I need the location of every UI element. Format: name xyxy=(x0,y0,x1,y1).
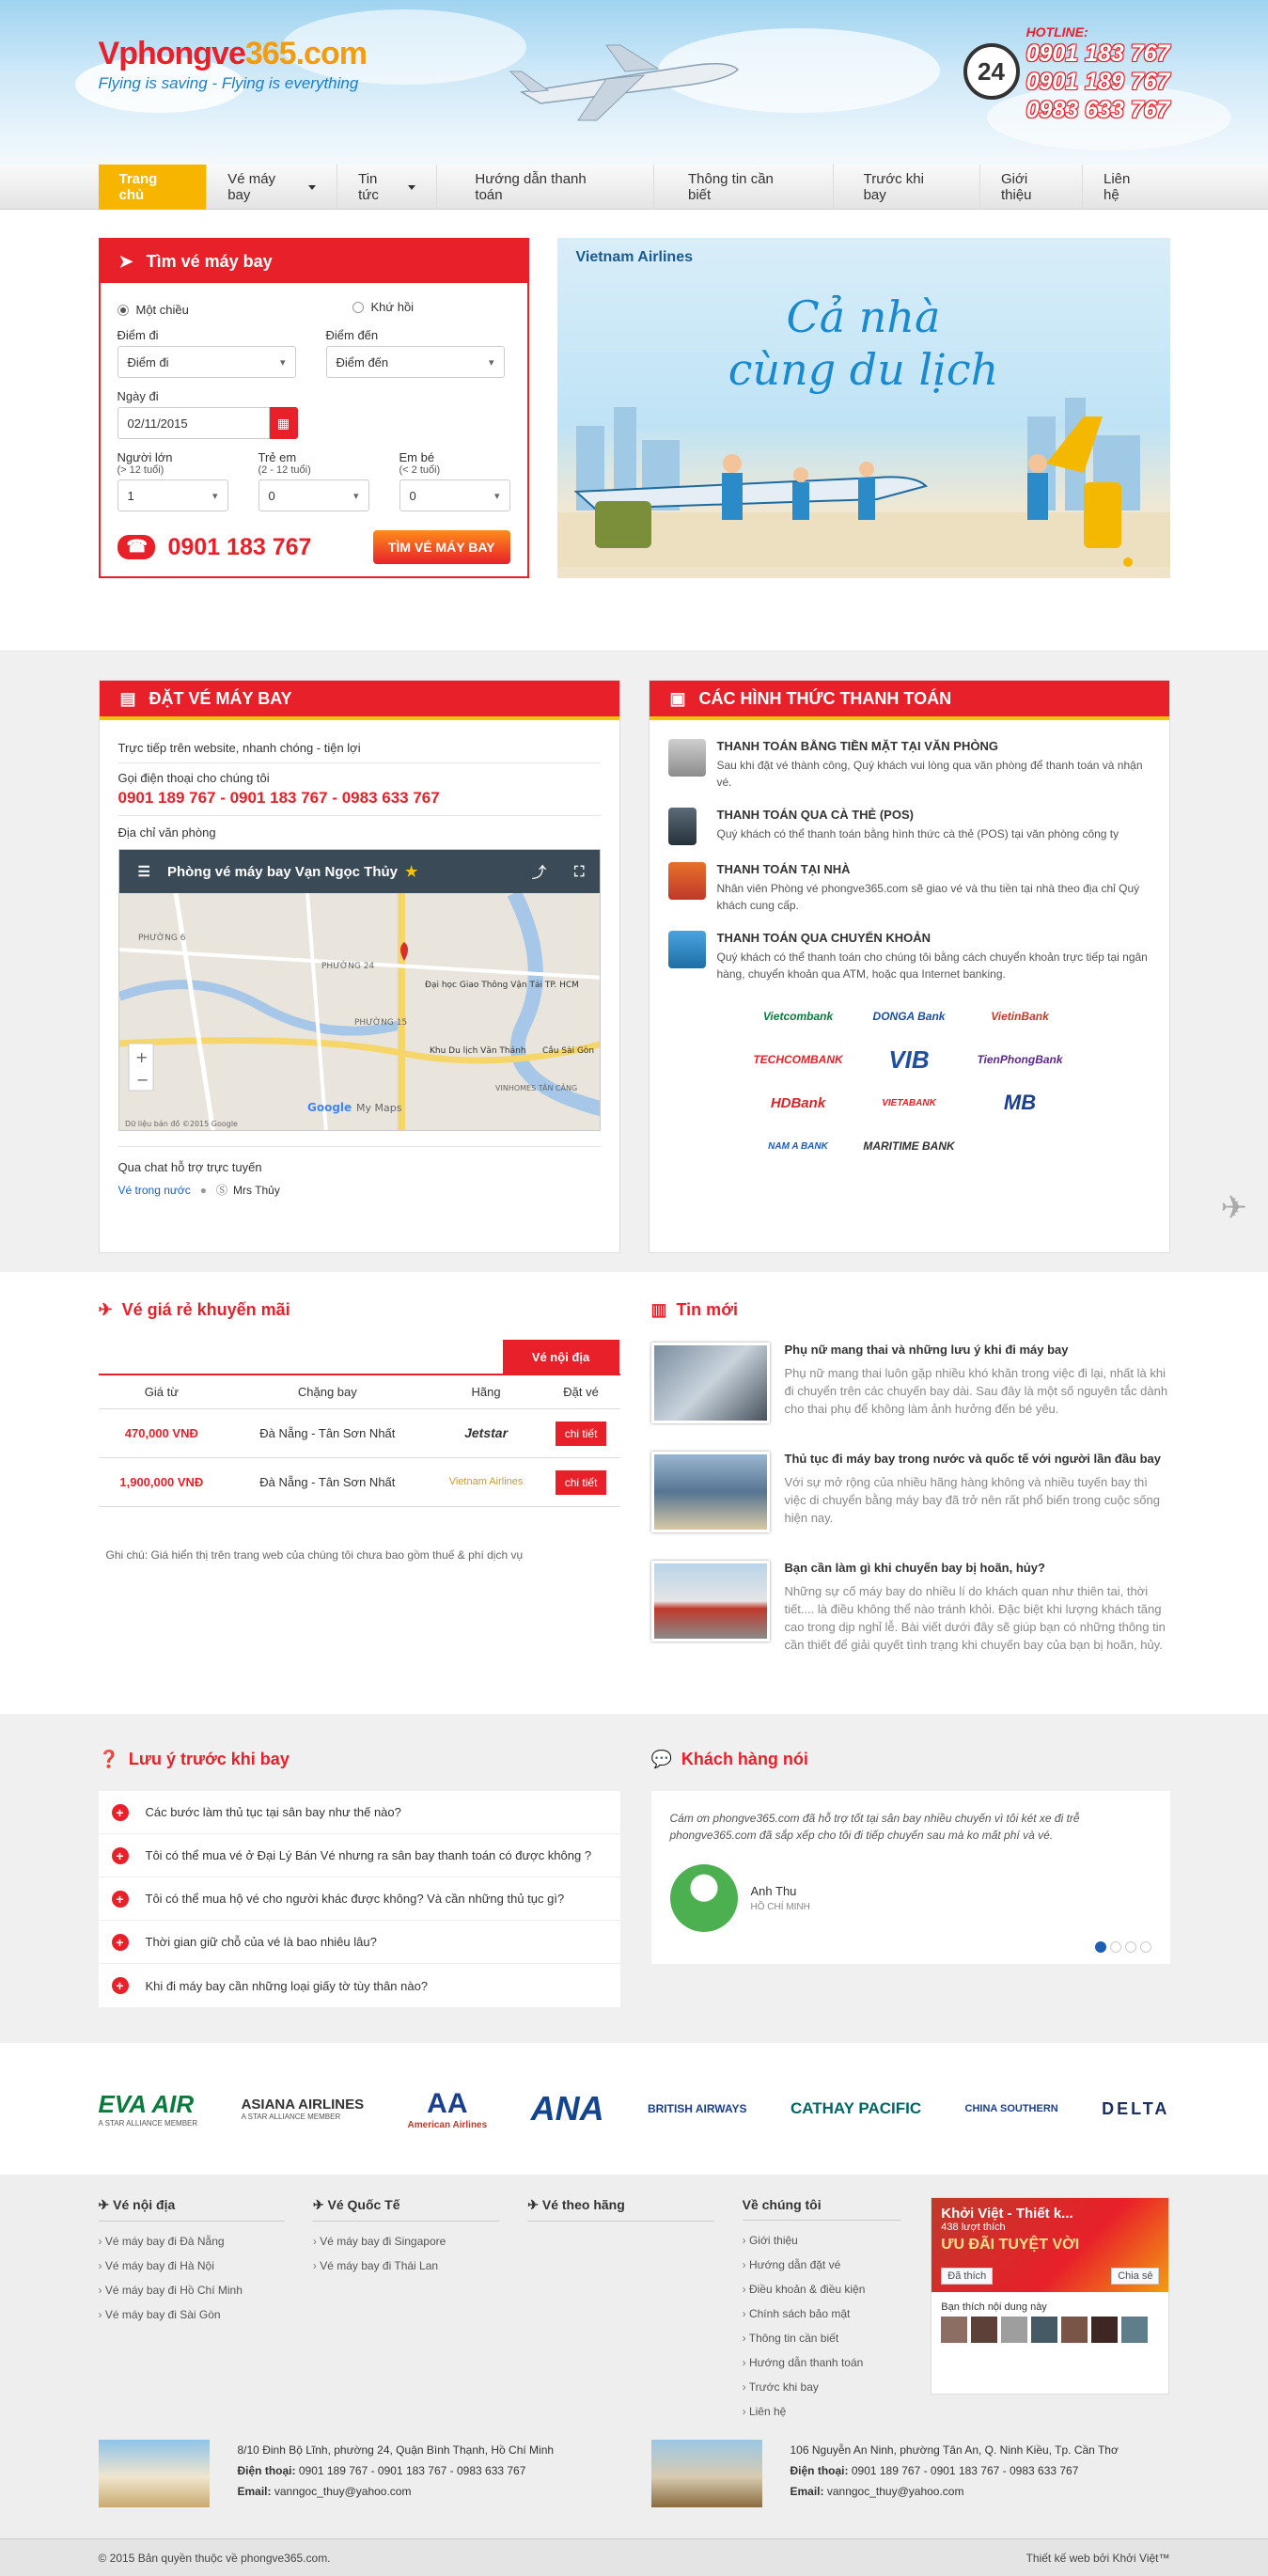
bank-nama: NAM A BANK xyxy=(768,1140,828,1152)
american-airlines-logo: AA American Airlines xyxy=(407,2087,488,2130)
footer-col-title: ✈ Vé Quốc Tế xyxy=(313,2197,499,2222)
banner-headline-2: cùng du lịch xyxy=(728,344,999,395)
faq-testimonial-section xyxy=(0,1714,1268,2043)
fb-share-button[interactable]: Chia sẻ xyxy=(1111,2268,1159,2285)
payment-item-pos: THANH TOÁN QUA CÀ THẺ (POS) Quý khách có thể thanh toán bằng hình thức cà thẻ (POS) tại văn phòng công ty xyxy=(668,808,1151,845)
fullscreen-icon[interactable]: ⛶ xyxy=(573,863,585,880)
adult-note: (> 12 tuổi) xyxy=(117,464,164,476)
tab-domestic[interactable]: Vé nội địa xyxy=(503,1340,619,1374)
china-southern-logo: CHINA SOUTHERN xyxy=(964,2103,1058,2114)
hotline-24-icon: 24 xyxy=(963,43,1020,100)
map-label-p15: PHƯỜNG 15 xyxy=(353,1018,407,1028)
bank-card-icon xyxy=(668,931,706,968)
footer-col-international xyxy=(313,2197,527,2424)
office-photo xyxy=(651,2440,762,2507)
testimonial-quote: Cám ơn phongve365.com đã hỗ trợ tốt tại sân bay nhiều chuyến vì tôi két xe đi trễ phongve365.com đã sắp xếp cho tôi đi tiếp chuyến sau mà ko mất phí và vé. xyxy=(669,1812,1080,1842)
nav-item-news[interactable]: Tin tức xyxy=(337,165,437,210)
testimonial-title: 💬 Khách hàng nói xyxy=(650,1750,808,1768)
logo-text-b: 365 xyxy=(244,36,296,71)
to-label: Điểm đến xyxy=(325,328,379,342)
footer-link[interactable]: › Vé máy bay đi Sài Gòn xyxy=(99,2302,313,2327)
hotline-number-2[interactable]: 0901 189 767 xyxy=(1025,69,1170,95)
search-flight-button[interactable]: TÌM VÉ MÁY BAY xyxy=(373,530,510,564)
office-hcm: 8/10 Đinh Bộ Lĩnh, phường 24, Quận Bình Thạnh, Hồ Chí Minh Điện thoại: 0901 189 767 - 0901 183 767 - 0983 633 767 Email: vanngoc_thuy@yahoo.com xyxy=(99,2440,616,2507)
office-label: Địa chỉ văn phòng xyxy=(117,825,216,840)
banner-headline-1: Cả nhà xyxy=(786,291,941,342)
infant-note: (< 2 tuổi) xyxy=(399,464,441,476)
chat-link-domestic[interactable]: Vé trong nước xyxy=(117,1183,191,1197)
bank-vietcombank: Vietcombank xyxy=(762,1010,834,1023)
hotline-block xyxy=(1026,24,1170,124)
payment-panel-header: ▣ CÁC HÌNH THỨC THANH TOÁN xyxy=(650,681,1169,720)
skype-icon[interactable]: Ⓢ xyxy=(216,1184,228,1197)
news-block xyxy=(651,1300,1170,1682)
avatar[interactable] xyxy=(1061,2317,1088,2343)
british-airways-logo: BRITISH AIRWAYS xyxy=(647,2102,747,2115)
date-input[interactable]: 02/11/2015 xyxy=(117,407,270,439)
to-select[interactable]: Điểm đến ▾ xyxy=(326,346,505,378)
facebook-widget[interactable] xyxy=(931,2197,1169,2395)
paper-plane-icon: ✈ xyxy=(527,2197,542,2212)
footer-col-domestic xyxy=(99,2197,313,2424)
map-canvas[interactable] xyxy=(119,893,601,1131)
phone-icon xyxy=(117,535,155,559)
infant-label: Em bé xyxy=(399,450,435,464)
carousel-dot[interactable] xyxy=(1140,1941,1151,1953)
bank-mb: MB xyxy=(1003,1091,1037,1114)
footer-link[interactable]: › Điều khoản & điều kiện xyxy=(743,2277,920,2301)
detail-button[interactable]: chi tiết xyxy=(556,1470,607,1495)
footer-link[interactable]: › Vé máy bay đi Hà Nội xyxy=(99,2254,313,2278)
table-row: 1,900,000 VNĐ Đà Nẵng - Tân Sơn Nhất Vietnam Airlines chi tiết xyxy=(99,1457,620,1506)
airplane-illustration xyxy=(503,38,747,122)
avatar[interactable] xyxy=(971,2317,997,2343)
footer-link[interactable]: › Giới thiệu xyxy=(743,2228,920,2253)
designer-credit[interactable]: Thiết kế web bởi Khởi Việt™ xyxy=(1025,2552,1170,2565)
nav-item-contact[interactable]: Liên hệ xyxy=(1103,171,1131,203)
map-label-vinhomes: VINHOMES TÂN CẢNG xyxy=(494,1084,577,1092)
faq-item[interactable]: + Các bước làm thủ tục tại sân bay như thế nào? xyxy=(99,1791,620,1834)
date-picker[interactable] xyxy=(117,407,298,439)
nav-item-about[interactable]: Giới thiệu xyxy=(980,165,1083,210)
chat-status-icon: ● xyxy=(199,1183,208,1197)
logo-text-a: phongve xyxy=(118,36,245,71)
footer-link[interactable]: › Vé máy bay đi Đà Nẵng xyxy=(99,2229,313,2254)
plus-circle-icon[interactable]: + xyxy=(112,1804,129,1821)
radio-unchecked-icon xyxy=(352,302,364,313)
testimonial-card xyxy=(651,1791,1170,1964)
news-thumbnail[interactable] xyxy=(651,1561,770,1641)
avatar[interactable] xyxy=(1091,2317,1118,2343)
plus-circle-icon[interactable]: + xyxy=(112,1891,129,1908)
testimonial-city: HỒ CHÍ MINH xyxy=(750,1902,810,1912)
bank-maritime: MARITIME BANK xyxy=(863,1139,955,1153)
nav-item-before-flight[interactable]: Trước khi bay xyxy=(834,165,980,210)
col-route: Chặng bay xyxy=(225,1374,430,1408)
search-phone: ☎ 0901 183 767 xyxy=(117,534,312,561)
eva-air-logo: EVA AIR A STAR ALLIANCE MEMBER xyxy=(98,2090,198,2128)
site-logo[interactable]: Vphongve365.com Flying is saving - Flying is everything xyxy=(98,36,367,92)
news-thumbnail[interactable] xyxy=(651,1452,770,1532)
infant-select[interactable]: 0 ▾ xyxy=(399,479,510,511)
map-label-bridge: Cầu Sài Gòn xyxy=(541,1046,594,1056)
money-icon: ▣ xyxy=(669,688,686,708)
fb-friend-avatars xyxy=(931,2317,1168,2343)
faq-item[interactable]: + Khi đi máy bay cần những loại giấy tờ tùy thân nào? xyxy=(99,1964,620,2007)
flight-search-form xyxy=(99,238,529,578)
child-note: (2 - 12 tuổi) xyxy=(258,464,311,476)
vietnam-airlines-logo: Vietnam Airlines xyxy=(430,1457,541,1506)
footer-link[interactable]: › Liên hệ xyxy=(743,2399,920,2424)
radio-oneway[interactable]: Một chiều xyxy=(117,303,189,317)
payment-item-home: THANH TOÁN TẠI NHÀ Nhân viên Phòng vé phongve365.com sẽ giao vé và thu tiền tại nhà theo địa chỉ Quý khách cung cấp. xyxy=(668,862,1151,914)
footer-link[interactable]: › Vé máy bay đi Singapore xyxy=(313,2229,527,2254)
copyright-bar xyxy=(0,2538,1268,2576)
question-circle-icon: ❓ xyxy=(98,1750,119,1768)
plus-circle-icon[interactable]: + xyxy=(112,1847,129,1864)
date-label: Ngày đi xyxy=(117,389,159,403)
footer-link[interactable]: › Trước khi bay xyxy=(743,2375,920,2399)
carousel-dot[interactable] xyxy=(1125,1941,1136,1953)
bank-vib: VIB xyxy=(888,1045,930,1074)
payment-item-transfer: THANH TOÁN QUA CHUYỂN KHOẢN Quý khách có thể thanh toán cho chúng tôi bằng cách chuyển khoản trực tiếp tại ngân hàng, chuyển khoản qua ATM, hoặc qua Internet banking. xyxy=(668,931,1151,982)
footer-link[interactable]: › Hướng dẫn thanh toán xyxy=(743,2350,920,2375)
paper-plane-icon: ✈ xyxy=(312,2197,328,2212)
faq-list xyxy=(99,1791,620,2007)
bank-tienphong: TienPhongBank xyxy=(977,1053,1063,1066)
from-label: Điểm đi xyxy=(117,328,159,342)
nav-item-payment-guide[interactable]: Hướng dẫn thanh toán xyxy=(437,165,654,210)
news-item[interactable]: Bạn cần làm gì khi chuyến bay bị hoãn, hủy? Những sự cố máy bay do nhiều lí do khách quan như thiên tai, thời tiết.... là điều không thể nào tránh khỏi. Đặc biệt khi lượng khách tăng cao trong dịp nghỉ lễ. Bài viết dưới đây sẽ giúp bạn có những thông tin cần thiết để giải quyết tình trạng khi chuyến bay của bạn bị hoãn, hủy. xyxy=(651,1561,1170,1654)
site-footer xyxy=(0,2175,1268,2576)
copyright-text: © 2015 Bản quyền thuộc về phongve365.com. xyxy=(98,2552,331,2565)
avatar[interactable] xyxy=(941,2317,967,2343)
tag-icon: ✈ xyxy=(98,1300,113,1319)
map-label-university: Đại học Giao Thông Vận Tải TP. HCM xyxy=(424,981,579,990)
promo-news-section xyxy=(0,1272,1268,1714)
payment-panel xyxy=(649,680,1170,1253)
booking-panel-header: ▤ ĐẶT VÉ MÁY BAY xyxy=(100,681,619,720)
office-photo xyxy=(99,2440,210,2507)
news-item[interactable]: Phụ nữ mang thai và những lưu ý khi đi máy bay Phụ nữ mang thai luôn gặp nhiều khó khăn trong việc đi lại, nhất là khi đi chuyển trên các chuyến bay dài. Sau đây là một số nguyên tắc dành cho thai phụ để không làm ảnh hưởng đến bé yêu. xyxy=(651,1343,1170,1423)
table-row: 470,000 VNĐ Đà Nẵng - Tân Sơn Nhất Jetstar chi tiết xyxy=(99,1408,620,1457)
bank-vietabank: VIETABANK xyxy=(882,1097,936,1108)
airline-partners xyxy=(0,2043,1268,2175)
footer-col-title: ✈ Vé theo hãng xyxy=(527,2197,713,2222)
main-nav xyxy=(0,165,1268,210)
promo-banner[interactable] xyxy=(557,238,1170,578)
faq-item[interactable]: + Tôi có thể mua vé ở Đại Lý Bán Vé nhưng ra sân bay thanh toán có được không ? xyxy=(99,1834,620,1877)
info-section xyxy=(0,652,1268,1272)
col-airline: Hãng xyxy=(430,1374,541,1408)
paper-plane-icon: ✈ xyxy=(98,2197,114,2212)
child-label: Trẻ em xyxy=(258,450,297,464)
news-title: ▥ Tin mới xyxy=(650,1300,738,1319)
star-icon[interactable]: ★ xyxy=(405,864,418,880)
from-select[interactable]: Điểm đi ▾ xyxy=(117,346,296,378)
testimonial-name: Anh Thu xyxy=(750,1884,797,1898)
footer-col-about xyxy=(743,2197,920,2424)
house-icon xyxy=(668,862,706,900)
footer-link[interactable]: › Thông tin cần biết xyxy=(743,2326,920,2350)
radio-roundtrip[interactable]: Khứ hồi xyxy=(352,300,415,314)
cathay-pacific-logo: CATHAY PACIFIC xyxy=(790,2099,922,2117)
family-travel-illustration xyxy=(557,388,1170,567)
logo-tagline: Flying is saving - Flying is everything xyxy=(98,74,359,92)
ana-logo: ANA xyxy=(530,2089,604,2128)
search-form-header: ➤ Tìm vé máy bay xyxy=(101,240,527,283)
vietnam-airlines-logo: Vietnam Airlines xyxy=(575,249,693,265)
calendar-icon[interactable]: ▦ xyxy=(270,407,298,439)
bank-logos xyxy=(668,999,1151,1163)
footer-col-title: ✈ Vé nội địa xyxy=(99,2197,285,2222)
slider-dot[interactable] xyxy=(1123,558,1133,567)
fb-like-button[interactable]: Đã thích xyxy=(941,2268,993,2285)
newspaper-icon: ▥ xyxy=(650,1300,667,1319)
map-copyright: Dữ liệu bản đồ ©2015 Google xyxy=(124,1120,238,1128)
adult-label: Người lớn xyxy=(117,450,173,464)
footer-link[interactable]: › Vé máy bay đi Hồ Chí Minh xyxy=(99,2278,313,2302)
chat-bubble-icon: 💬 xyxy=(650,1750,672,1768)
logo-text-c: .com xyxy=(295,36,367,71)
fb-promo: ƯU ĐÃI TUYỆT VỜI xyxy=(941,2237,1080,2253)
avatar[interactable] xyxy=(1121,2317,1148,2343)
plus-circle-icon[interactable]: + xyxy=(112,1977,129,1994)
booking-panel xyxy=(99,680,620,1253)
hotline-number-1[interactable]: 0901 183 767 xyxy=(1025,40,1170,67)
caret-down-icon xyxy=(408,185,415,190)
google-map[interactable] xyxy=(118,849,601,1131)
footer-link[interactable]: › Vé máy bay đi Thái Lan xyxy=(313,2254,527,2278)
paper-plane-icon: ➤ xyxy=(118,251,133,271)
news-item[interactable]: Thủ tục đi máy bay trong nước và quốc tế với người lần đầu bay Với sự mở rộng của nhiều hãng hàng không và nhiều tuyến bay thì việc di chuyển bằng máy bay đã trở nên rất phổ biến trong cuộc sống hiện nay. xyxy=(651,1452,1170,1532)
carousel-dot[interactable] xyxy=(1110,1941,1121,1953)
booking-phones[interactable]: 0901 189 767 - 0901 183 767 - 0983 633 767 xyxy=(117,789,440,807)
carousel-dot[interactable] xyxy=(1095,1941,1106,1953)
col-price: Giá từ xyxy=(99,1374,226,1408)
map-label-p24: PHƯỜNG 24 xyxy=(321,962,374,971)
payment-item-cash: THANH TOÁN BẰNG TIỀN MẶT TẠI VĂN PHÒNG Sau khi đặt vé thành công, Quý khách vui lòng qua văn phòng để thanh toán và nhận vé. xyxy=(668,739,1151,791)
jetstar-logo: Jetstar xyxy=(430,1408,541,1457)
fb-likes: 438 lượt thích xyxy=(941,2222,1006,2233)
office-cantho: 106 Nguyễn An Ninh, phường Tân An, Q. Ninh Kiều, Tp. Cần Thơ Điện thoại: 0901 189 767 - 0901 183 767 - 0983 633 767 Email: vanngoc_thuy@yahoo.com xyxy=(651,2440,1168,2507)
chat-agent[interactable]: Mrs Thủy xyxy=(233,1183,280,1197)
news-thumbnail[interactable] xyxy=(651,1343,770,1423)
bank-vietinbank: VietinBank xyxy=(991,1010,1049,1023)
google-logo: Google xyxy=(306,1101,352,1114)
hotline-number-3[interactable]: 0983 633 767 xyxy=(1025,97,1170,123)
avatar[interactable] xyxy=(1001,2317,1027,2343)
faq-item[interactable]: + Tôi có thể mua hộ vé cho người khác được không? Và cần những thủ tục gì? xyxy=(99,1877,620,1921)
map-header: ☰ Phòng vé máy bay Vạn Ngọc Thủy ★ ⤴ ⛶ xyxy=(119,850,600,893)
map-list-icon[interactable]: ☰ xyxy=(137,864,150,880)
asiana-logo: ASIANA AIRLINES A STAR ALLIANCE MEMBER xyxy=(241,2097,365,2121)
search-section xyxy=(0,210,1268,652)
fb-page-name[interactable]: Khởi Việt - Thiết k... xyxy=(941,2206,1073,2222)
nav-item-info[interactable]: Thông tin cần biết xyxy=(654,165,834,210)
faq-title: ❓ Lưu ý trước khi bay xyxy=(98,1750,290,1768)
nav-item-tickets[interactable]: Vé máy bay xyxy=(207,165,337,210)
zoom-out-icon[interactable]: − xyxy=(135,1071,149,1089)
child-select[interactable]: 0 ▾ xyxy=(258,479,369,511)
hotline-label: HOTLINE: xyxy=(1025,24,1088,39)
share-icon[interactable]: ⤴ xyxy=(531,864,546,881)
radio-checked-icon xyxy=(117,305,129,316)
delta-logo: DELTA xyxy=(1102,2098,1170,2118)
promo-title: ✈ Vé giá rẻ khuyến mãi xyxy=(98,1300,290,1319)
cash-register-icon xyxy=(668,739,706,777)
caret-down-icon xyxy=(308,185,316,190)
fb-friends-label: Bạn thích nội dung này xyxy=(941,2301,1047,2313)
my-maps-label: My Maps xyxy=(355,1102,401,1114)
promo-table xyxy=(99,1374,620,1507)
footer-link[interactable]: › Chính sách bảo mật xyxy=(743,2301,920,2326)
footer-link[interactable]: › Hướng dẫn đặt vé xyxy=(743,2253,920,2277)
detail-button[interactable]: chi tiết xyxy=(556,1422,607,1446)
map-icon: ▤ xyxy=(119,688,136,708)
booking-line-1: Trực tiếp trên website, nhanh chóng - tiện lợi xyxy=(118,733,601,763)
back-to-top-plane-icon[interactable]: ✈ xyxy=(1220,1190,1247,1226)
nav-item-home[interactable]: Trang chủ xyxy=(99,165,208,210)
footer-col-title: Về chúng tôi xyxy=(743,2197,901,2221)
call-label: Gọi điện thoại cho chúng tôi xyxy=(117,771,270,785)
bank-techcombank: TECHCOMBANK xyxy=(753,1053,843,1066)
zoom-in-icon[interactable]: + xyxy=(134,1048,148,1066)
avatar[interactable] xyxy=(1031,2317,1057,2343)
plus-circle-icon[interactable]: + xyxy=(112,1934,129,1951)
bank-donga: DONGA Bank xyxy=(872,1010,946,1023)
footer-col-by-airline xyxy=(527,2197,742,2424)
site-header xyxy=(0,0,1268,165)
carousel-dots xyxy=(1095,1941,1151,1953)
pos-terminal-icon xyxy=(668,808,697,845)
map-label-vanthanh: Khu Du lịch Văn Thánh xyxy=(429,1046,526,1056)
faq-item[interactable]: + Thời gian giữ chỗ của vé là bao nhiêu lâu? xyxy=(99,1921,620,1964)
bank-hdbank: HDBank xyxy=(770,1094,826,1111)
promo-note: Ghi chú: Giá hiển thị trên trang web của chúng tôi chưa bao gồm thuế & phí dịch vụ xyxy=(105,1548,524,1562)
adult-select[interactable]: 1 ▾ xyxy=(117,479,228,511)
map-label-p6: PHƯỜNG 6 xyxy=(137,934,185,943)
col-action: Đặt vé xyxy=(542,1374,620,1408)
avatar xyxy=(670,1864,738,1932)
chat-label: Qua chat hỗ trợ trực tuyến xyxy=(118,1146,601,1174)
